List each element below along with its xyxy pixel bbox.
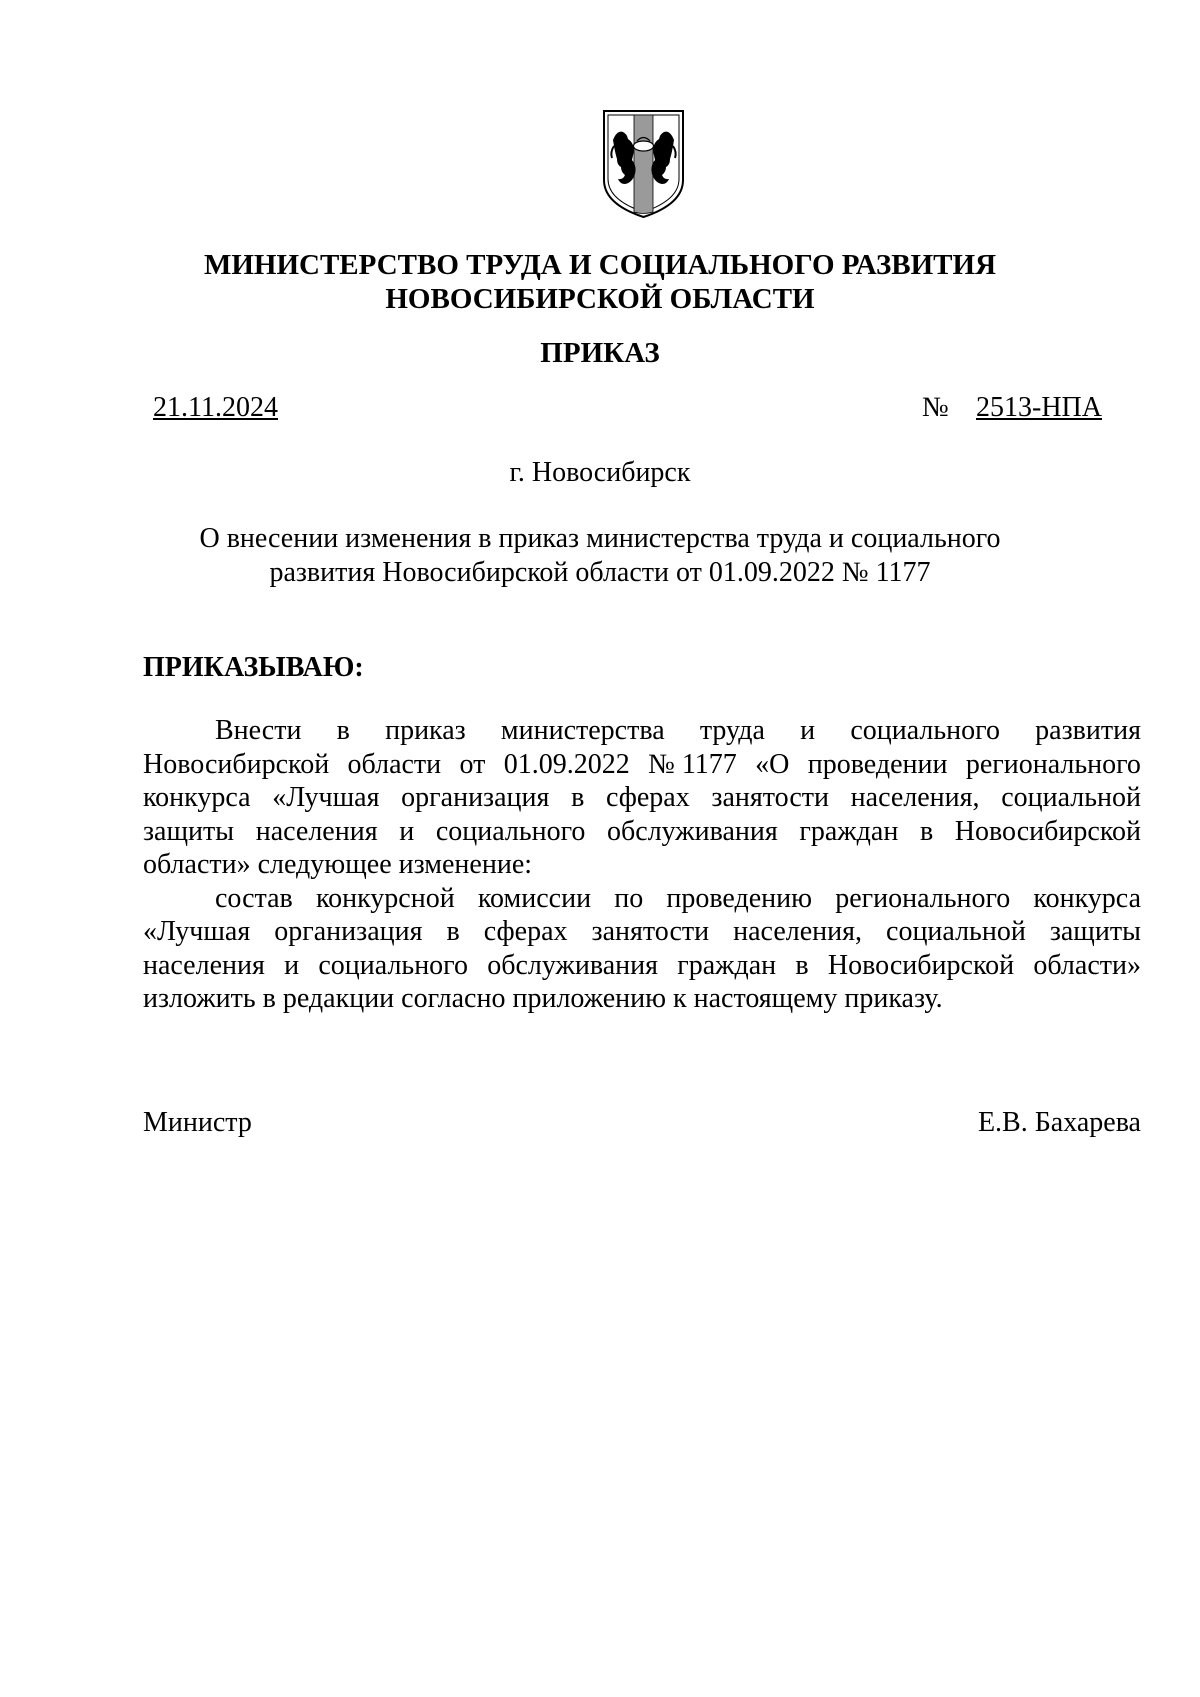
body-word: занятости xyxy=(711,782,829,813)
body-word: организация xyxy=(401,782,550,813)
body-word: Новосибирской xyxy=(143,748,330,780)
body-word: «Лучшая xyxy=(272,782,380,813)
subject-line-1: О внесении изменения в приказ министерства труда и социального xyxy=(199,523,1001,554)
body-word: и xyxy=(800,715,816,746)
body-word: области» xyxy=(1033,949,1141,981)
body-word: организация xyxy=(274,916,423,947)
body-line xyxy=(143,915,1141,949)
body-line xyxy=(143,781,1141,815)
body-word: социального xyxy=(435,815,586,847)
ministry-name xyxy=(0,248,1200,316)
body-word: сферах xyxy=(483,916,568,947)
body-word: приказ xyxy=(385,715,466,746)
body-word: обслуживания xyxy=(487,949,658,981)
document-type: ПРИКАЗ xyxy=(540,337,660,369)
subject-line-2: развития Новосибирской области от 01.09.2022 № 1177 xyxy=(269,557,931,588)
body-line xyxy=(143,714,1141,748)
body-word: в xyxy=(336,715,350,746)
body-word: от xyxy=(459,748,486,780)
body-word: конкурсной xyxy=(315,882,455,914)
body-line xyxy=(143,949,1141,983)
body-word: в xyxy=(446,916,460,947)
body-word: конкурса xyxy=(1033,882,1141,914)
body-word: № 1177 xyxy=(648,748,737,780)
order-directive: ПРИКАЗЫВАЮ: xyxy=(143,652,364,683)
body-word: Новосибирской xyxy=(827,949,1015,981)
body-word: регионального xyxy=(965,748,1141,780)
body-word: области» следующее изменение: xyxy=(143,849,533,880)
body-line xyxy=(143,848,1141,882)
body-word: 01.09.2022 xyxy=(503,748,630,780)
body-word: состав xyxy=(215,882,293,914)
body-word: граждан xyxy=(677,949,777,981)
document-subject xyxy=(0,522,1200,590)
body-word: по xyxy=(614,882,644,914)
body-word: в xyxy=(795,949,809,981)
body-word: занятости xyxy=(591,916,710,947)
body-word: защиты xyxy=(143,815,235,847)
body-word: в xyxy=(919,815,934,847)
body-word: обслуживания xyxy=(607,815,778,847)
body-word: министерства xyxy=(500,715,665,746)
body-word: населения xyxy=(143,949,265,981)
order-body xyxy=(143,714,1141,1016)
body-line xyxy=(143,882,1141,916)
body-word: защиты xyxy=(1049,916,1141,947)
body-line xyxy=(143,815,1141,849)
body-word: Новосибирской xyxy=(954,815,1141,847)
body-word: изложить в редакции согласно приложению к настоящему приказу. xyxy=(143,983,943,1014)
body-word: проведении xyxy=(807,748,948,780)
body-word: области xyxy=(347,748,442,780)
body-word: граждан xyxy=(799,815,899,847)
body-line xyxy=(143,982,1141,1016)
document-date: 21.11.2024 xyxy=(153,392,278,423)
body-word: в xyxy=(571,782,585,813)
body-word: населения, xyxy=(850,782,980,813)
body-word: комиссии xyxy=(477,882,592,914)
body-word: социальной xyxy=(886,916,1026,947)
body-word: регионального xyxy=(835,882,1011,914)
body-word: сферах xyxy=(605,782,690,813)
body-word: развития xyxy=(1035,715,1141,746)
body-word: и xyxy=(284,949,300,981)
number-sign: № xyxy=(922,392,949,423)
signatory-name: Е.В. Бахарева xyxy=(977,1107,1141,1138)
document-number: 2513-НПА xyxy=(976,392,1102,423)
body-word: социального xyxy=(850,715,1000,746)
coat-of-arms-icon xyxy=(601,108,686,220)
body-line xyxy=(143,748,1141,782)
body-word: социального xyxy=(318,949,468,981)
body-word: труда xyxy=(699,715,765,746)
body-word: конкурса xyxy=(143,782,251,813)
body-word: социальной xyxy=(1001,782,1141,813)
document-city: г. Новосибирск xyxy=(509,457,691,488)
body-word: «О xyxy=(755,748,790,780)
body-word: населения xyxy=(255,815,378,847)
body-word: «Лучшая xyxy=(143,916,251,947)
body-word: и xyxy=(399,815,415,847)
ministry-line-1: МИНИСТЕРСТВО ТРУДА И СОЦИАЛЬНОГО РАЗВИТИЯ xyxy=(203,249,997,281)
body-word: проведению xyxy=(666,882,813,914)
body-word: Внести xyxy=(215,715,302,746)
signatory-title: Министр xyxy=(143,1107,252,1138)
body-word: населения, xyxy=(733,916,862,947)
ministry-line-2: НОВОСИБИРСКОЙ ОБЛАСТИ xyxy=(385,283,815,315)
